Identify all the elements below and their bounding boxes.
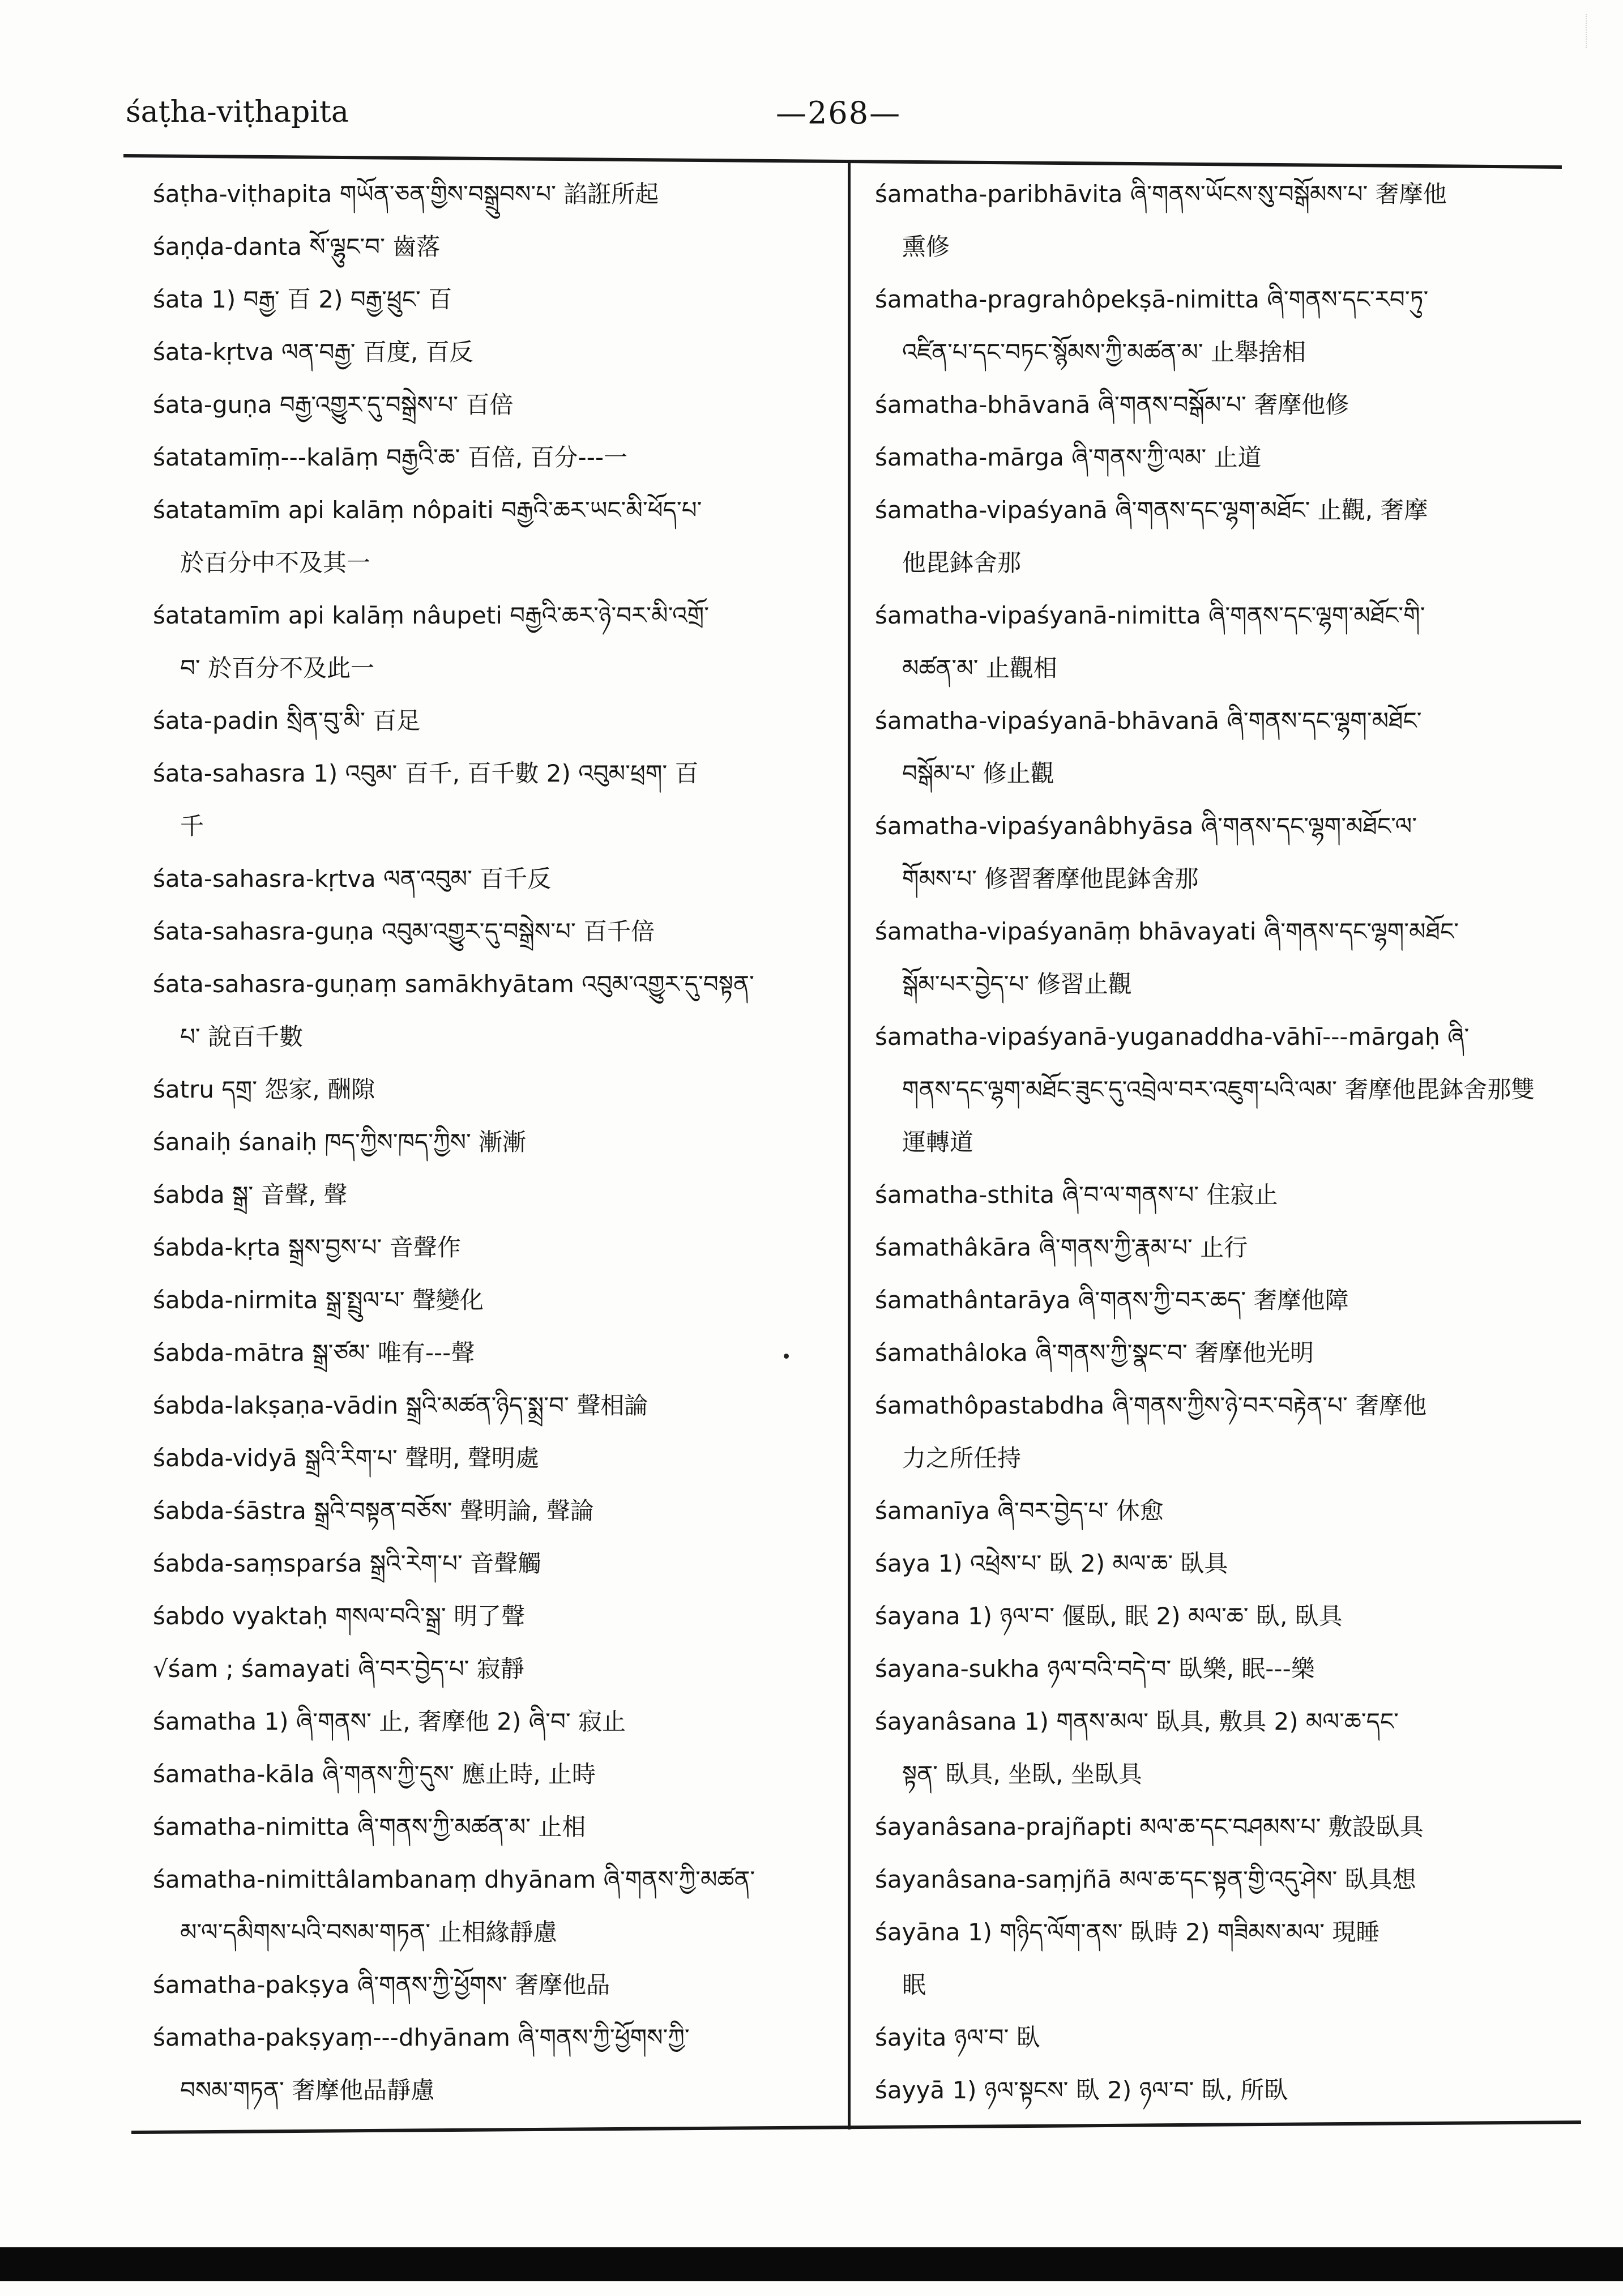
entry-term: śamatha-paribhāvita: [875, 180, 1123, 208]
entry-term: śamathâkāra: [875, 1234, 1032, 1261]
dictionary-entry: [875, 378, 1537, 431]
entry-term: śayāna: [875, 1918, 960, 1946]
dictionary-entry: [153, 905, 827, 958]
entry-definition: ཉལ་བ་ 臥: [954, 2024, 1040, 2051]
dictionary-entry: [875, 905, 1537, 1010]
entry-definition: དགྲ་ 怨家, 酬隙: [221, 1076, 375, 1103]
entry-term: śabda-nirmita: [153, 1286, 318, 1314]
scan-edge-band: [0, 2247, 1623, 2281]
entry-continuation: 熏修: [902, 233, 950, 261]
entry-definition: ལན་འབུམ་ 百千反: [383, 865, 552, 893]
entry-term: śabda-kṛta: [153, 1234, 281, 1261]
dictionary-entry: [153, 1116, 827, 1168]
entry-definition: སྒྲ་སྤྲུལ་པ་ 聲變化: [325, 1286, 484, 1314]
entry-definition: ཞི་གནས་ཀྱི་རྣམ་པ་ 止行: [1039, 1234, 1248, 1261]
entry-continuation: 眠: [902, 1971, 926, 1999]
dictionary-entry: [153, 1168, 827, 1221]
entry-definition: འབུམ་འགྱུར་དུ་བསྒྲེས་པ་ 百千倍: [382, 917, 655, 945]
left-column: [153, 168, 827, 2116]
entry-definition: ཁད་ཀྱིས་ཁད་ཀྱིས་ 漸漸: [324, 1128, 527, 1156]
entry-term: śamathântarāya: [875, 1286, 1071, 1314]
dictionary-entry: [153, 852, 827, 905]
entry-definition: ཞི་གནས་ཀྱི་དུས་ 應止時, 止時: [322, 1760, 596, 1788]
dictionary-entry: [153, 2011, 827, 2116]
dictionary-entry: [153, 1958, 827, 2011]
entry-continuation: 於百分中不及其一: [180, 549, 371, 577]
dictionary-entry: [875, 168, 1537, 273]
entry-continuation: 他毘鉢舍那: [902, 549, 1022, 577]
entry-term: śaṇḍa-danta: [153, 233, 302, 261]
entry-term: śayanâsana-prajñapti: [875, 1813, 1133, 1841]
entry-definition: མལ་ཆ་དང་སྟན་གྱི་འདུ་ཤེས་ 臥具想: [1119, 1866, 1416, 1893]
dictionary-entry: [153, 1695, 827, 1748]
entry-continuation: གནས་དང་ལྷག་མཐོང་ཟུང་དུ་འབྲེལ་བར་འཇུག་པའི་ལམ་ 奢摩他毘鉢舍那雙運轉道: [902, 1076, 1535, 1156]
dictionary-entry: [153, 1800, 827, 1853]
entry-term: śatatamīṃ---kalāṃ: [153, 443, 379, 471]
dictionary-entry: [875, 1168, 1537, 1221]
entry-definition: ལན་བརྒྱ་ 百度, 百反: [281, 338, 473, 366]
entry-term: śanaiḥ śanaiḥ: [153, 1128, 317, 1156]
entry-term: śatru: [153, 1076, 214, 1103]
dictionary-entry: [875, 589, 1537, 694]
entry-continuation: 千: [180, 812, 204, 840]
dictionary-entry: [875, 800, 1537, 905]
entry-definition: 1) འཕྲེས་པ་ 臥 2) མལ་ཆ་ 臥具: [938, 1550, 1228, 1577]
entry-term: śamatha-bhāvanā: [875, 391, 1091, 419]
entry-term: śata: [153, 285, 204, 313]
right-column: [875, 168, 1537, 2116]
dictionary-entry: [875, 694, 1537, 800]
dictionary-entry: [875, 2011, 1537, 2064]
dictionary-entry: [153, 1853, 827, 1958]
entry-definition: སྒྲའི་རིག་པ་ 聲明, 聲明處: [304, 1444, 539, 1472]
entry-definition: སྒྲས་བྱས་པ་ 音聲作: [288, 1234, 461, 1261]
entry-definition: ཉལ་བའི་བདེ་བ་ 臥樂, 眠---樂: [1047, 1655, 1315, 1683]
entry-term: śamatha-mārga: [875, 443, 1064, 471]
column-divider: [848, 161, 851, 2129]
scan-artifact: [1586, 14, 1604, 48]
dictionary-entry: [153, 273, 827, 326]
dictionary-entry: [875, 1010, 1537, 1168]
entry-term: śabda-śāstra: [153, 1497, 306, 1525]
entry-term: śamatha-kāla: [153, 1760, 315, 1788]
entry-continuation: བ་ 於百分不及此一: [180, 654, 375, 682]
dictionary-entry: [875, 484, 1537, 589]
dictionary-entry: [153, 220, 827, 273]
entry-term: śamathâloka: [875, 1339, 1028, 1367]
dictionary-entry: [153, 378, 827, 431]
entry-definition: 1) གཉིད་ལོག་ནས་ 臥時 2) གཟིམས་མལ་ 現睡: [967, 1918, 1380, 1946]
entry-definition: མལ་ཆ་དང་བཤམས་པ་ 敷設臥具: [1139, 1813, 1424, 1841]
entry-term: śamatha-pakṣyaṃ---dhyānam: [153, 2024, 510, 2051]
entry-definition: བརྒྱའི་ཆར་ཡང་མི་ཕོད་པ་: [501, 496, 702, 524]
page-number: —268—: [776, 95, 902, 131]
entry-continuation: མཚན་མ་ 止觀相: [902, 654, 1057, 682]
entry-definition: སོ་ལྷུང་བ་ 齒落: [309, 233, 441, 261]
entry-term: śamatha: [153, 1708, 257, 1735]
entry-term: śamanīya: [875, 1497, 990, 1525]
entry-term: śata-sahasra-guṇa: [153, 917, 374, 945]
dictionary-entry: [153, 1221, 827, 1274]
dictionary-entry: [875, 2064, 1537, 2116]
entry-term: śamathôpastabdha: [875, 1392, 1105, 1419]
entry-term: śabda-vidyā: [153, 1444, 297, 1472]
entry-definition: ཞི་: [1447, 1023, 1470, 1051]
entry-definition: ཞི་གནས་ཀྱི་ལམ་ 止道: [1071, 443, 1262, 471]
entry-continuation: བསྒོམ་པ་ 修止觀: [902, 759, 1054, 787]
dictionary-entry: [153, 1274, 827, 1326]
entry-term: śamatha-vipaśyanā: [875, 496, 1108, 524]
dictionary-entry: [153, 1432, 827, 1484]
entry-term: śamatha-vipaśyanā-yuganaddha-vāhī---mārgaḥ: [875, 1023, 1440, 1051]
dictionary-entry: [153, 326, 827, 378]
header-rule: [123, 154, 1562, 169]
dictionary-entry: [875, 1379, 1537, 1484]
entry-definition: ཞི་བར་བྱེད་པ་ 休愈: [997, 1497, 1164, 1525]
entry-term: śamatha-sthita: [875, 1181, 1055, 1209]
entry-definition: གཡོན་ཅན་གྱིས་བསྒྲུབས་པ་ 諂誑所起: [339, 180, 659, 208]
entry-definition: གསལ་བའི་སྒྲ་ 明了聲: [335, 1602, 526, 1630]
entry-term: śamatha-nimitta: [153, 1813, 350, 1841]
dictionary-entry: [875, 431, 1537, 484]
entry-term: śabda-saṃsparśa: [153, 1550, 362, 1577]
entry-term: śabda-mātra: [153, 1339, 305, 1367]
entry-term: śayanâsana: [875, 1708, 1017, 1735]
entry-term: śayana: [875, 1602, 960, 1630]
entry-definition: ཞི་གནས་ཀྱི་མཚན་མ་ 止相: [357, 1813, 586, 1841]
entry-continuation: པ་ 說百千數: [180, 1023, 304, 1051]
dictionary-entry: [875, 1642, 1537, 1695]
entry-term: śatatamīm api kalāṃ nâupeti: [153, 601, 502, 629]
dictionary-entry: [875, 1484, 1537, 1537]
entry-continuation: འཛིན་པ་དང་བཏང་སྙོམས་ཀྱི་མཚན་མ་ 止舉捨相: [902, 338, 1306, 366]
dictionary-entry: [875, 1800, 1537, 1853]
entry-definition: 1) གནས་མལ་ 臥具, 敷具 2) མལ་ཆ་དང་: [1024, 1708, 1399, 1735]
entry-definition: ཞི་གནས་དང་རབ་ཏུ་: [1267, 285, 1429, 313]
dictionary-entry: [153, 1537, 827, 1590]
dictionary-entry: [153, 168, 827, 220]
dictionary-entry: [875, 1221, 1537, 1274]
entry-definition: ཞི་གནས་དང་ལྷག་མཐོང་གི་: [1208, 601, 1425, 629]
entry-definition: ཞི་གནས་དང་ལྷག་མཐོང་: [1227, 707, 1422, 735]
dictionary-entry: [875, 1537, 1537, 1590]
entry-definition: སྒྲའི་བསྟན་བཅོས་ 聲明論, 聲論: [314, 1497, 594, 1525]
entry-term: śamatha-vipaśyanā-nimitta: [875, 601, 1201, 629]
entry-term: śayyā: [875, 2076, 945, 2104]
dictionary-entry: [153, 1063, 827, 1116]
entry-definition: ཞི་གནས་ཀྱི་ཕྱོགས་ཀྱི་: [518, 2024, 690, 2051]
entry-term: śata-padin: [153, 707, 279, 735]
dictionary-entry: [153, 589, 827, 694]
dictionary-entry: [153, 431, 827, 484]
entry-term: śata-sahasra-kṛtva: [153, 865, 376, 893]
entry-definition: བརྒྱའི་ཆར་ཉེ་བར་མི་འགྲོ་: [510, 601, 710, 629]
entry-definition: 1) ཉལ་བ་ 偃臥, 眠 2) མལ་ཆ་ 臥, 臥具: [967, 1602, 1343, 1630]
entry-term: śatatamīm api kalāṃ nôpaiti: [153, 496, 494, 524]
entry-continuation: 力之所任持: [902, 1444, 1022, 1472]
entry-definition: འབུམ་འགྱུར་དུ་བསྟན་: [582, 970, 754, 998]
entry-term: śata-sahasra: [153, 759, 306, 787]
entry-definition: ཞི་གནས་ཀྱིས་ཉེ་བར་བརྟེན་པ་ 奢摩他: [1112, 1392, 1427, 1419]
dictionary-entry: [153, 1748, 827, 1800]
entry-continuation: མ་ལ་དམིགས་པའི་བསམ་གཏན་ 止相緣靜慮: [180, 1918, 557, 1946]
entry-term: śaya: [875, 1550, 931, 1577]
entry-definition: ཞི་གནས་ཡོངས་སུ་བསྒོམས་པ་ 奢摩他: [1130, 180, 1447, 208]
entry-term: śayana-sukha: [875, 1655, 1040, 1683]
dictionary-entry: [153, 1379, 827, 1432]
entry-term: śata-kṛtva: [153, 338, 274, 366]
entry-term: śayanâsana-saṃjñā: [875, 1866, 1112, 1893]
dictionary-entry: [153, 958, 827, 1063]
entry-term: śabdo vyaktaḥ: [153, 1602, 328, 1630]
entry-term: śata-sahasra-guṇaṃ samākhyātam: [153, 970, 574, 998]
entry-definition: ཞི་གནས་དང་ལྷག་མཐོང་ 止觀, 奢摩: [1115, 496, 1428, 524]
dictionary-entry: [153, 1642, 827, 1695]
entry-definition: བརྒྱའི་ཆ་ 百倍, 百分---一: [386, 443, 628, 471]
entry-term: √śam ; śamayati: [153, 1655, 351, 1683]
entry-definition: ཞི་གནས་ཀྱི་ཕྱོགས་ 奢摩他品: [357, 1971, 610, 1999]
entry-term: śamatha-pakṣya: [153, 1971, 350, 1999]
entry-definition: 1) ཉལ་སྟངས་ 臥 2) ཉལ་བ་ 臥, 所臥: [952, 2076, 1288, 2104]
dictionary-entry: [153, 484, 827, 589]
dictionary-entry: [875, 1326, 1537, 1379]
dictionary-entry: [153, 747, 827, 852]
entry-definition: ཞི་གནས་ཀྱི་སྣང་བ་ 奢摩他光明: [1035, 1339, 1314, 1367]
entry-definition: 1) ཞི་གནས་ 止, 奢摩他 2) ཞི་བ་ 寂止: [264, 1708, 626, 1735]
entry-definition: 1) འབུམ་ 百千, 百千數 2) འབུམ་ཕྲག་ 百: [313, 759, 699, 787]
dictionary-entry: [875, 273, 1537, 378]
entry-definition: སྒྲ་ 音聲, 聲: [232, 1181, 348, 1209]
dictionary-entry: [875, 1274, 1537, 1326]
entry-term: śamatha-vipaśyanâbhyāsa: [875, 812, 1194, 840]
entry-definition: 1) བརྒྱ་ 百 2) བརྒྱ་ཕྲུང་ 百: [211, 285, 452, 313]
entry-term: śamatha-nimittâlambanaṃ dhyānam: [153, 1866, 596, 1893]
entry-term: śamatha-vipaśyanāṃ bhāvayati: [875, 917, 1257, 945]
footer-rule: [131, 2120, 1581, 2134]
entry-definition: ཞི་གནས་ཀྱི་བར་ཆད་ 奢摩他障: [1078, 1286, 1349, 1314]
dictionary-entry: [875, 1906, 1537, 2011]
dictionary-entry: [153, 1590, 827, 1642]
stray-dot: [784, 1354, 789, 1359]
dictionary-entry: [153, 1326, 827, 1379]
entry-continuation: བསམ་གཏན་ 奢摩他品靜慮: [180, 2076, 435, 2104]
dictionary-entry: [153, 1484, 827, 1537]
entry-term: śaṭha-viṭhapita: [153, 180, 332, 208]
entry-definition: སྒྲའི་མཚན་ཉིད་སྨྲ་བ་ 聲相論: [405, 1392, 648, 1419]
entry-term: śayita: [875, 2024, 947, 2051]
entry-term: śamatha-vipaśyanā-bhāvanā: [875, 707, 1219, 735]
dictionary-entry: [875, 1590, 1537, 1642]
entry-definition: སྒྲ་ཙམ་ 唯有---聲: [312, 1339, 475, 1367]
entry-definition: སྲིན་བུ་མི་ 百足: [286, 707, 421, 735]
entry-continuation: གོམས་པ་ 修習奢摩他毘鉢舍那: [902, 865, 1199, 893]
entry-definition: ཞི་གནས་བསྒོམ་པ་ 奢摩他修: [1097, 391, 1349, 419]
entry-continuation: སྟན་ 臥具, 坐臥, 坐臥具: [902, 1760, 1142, 1788]
entry-term: śamatha-pragrahôpekṣā-nimitta: [875, 285, 1260, 313]
entry-definition: ཞི་བར་བྱེད་པ་ 寂靜: [358, 1655, 524, 1683]
dictionary-entry: [875, 1695, 1537, 1800]
entry-definition: ཞི་གནས་དང་ལྷག་མཐོང་ལ་: [1201, 812, 1417, 840]
entry-term: śabda: [153, 1181, 225, 1209]
entry-definition: ཞི་གནས་དང་ལྷག་མཐོང་: [1263, 917, 1459, 945]
entry-definition: ཞི་གནས་ཀྱི་མཚན་: [603, 1866, 755, 1893]
dictionary-entry: [153, 694, 827, 747]
entry-term: śata-guṇa: [153, 391, 272, 419]
entry-continuation: སྒོམ་པར་བྱེད་པ་ 修習止觀: [902, 970, 1132, 998]
dictionary-entry: [875, 1853, 1537, 1906]
entry-term: śabda-lakṣaṇa-vādin: [153, 1392, 399, 1419]
entry-definition: ཞི་བ་ལ་གནས་པ་ 住寂止: [1062, 1181, 1278, 1209]
running-head: śaṭha-viṭhapita: [126, 95, 349, 129]
entry-definition: སྒྲའི་རེག་པ་ 音聲觸: [369, 1550, 542, 1577]
entry-definition: བརྒྱ་འགྱུར་དུ་བསྒྲེས་པ་ 百倍: [279, 391, 514, 419]
